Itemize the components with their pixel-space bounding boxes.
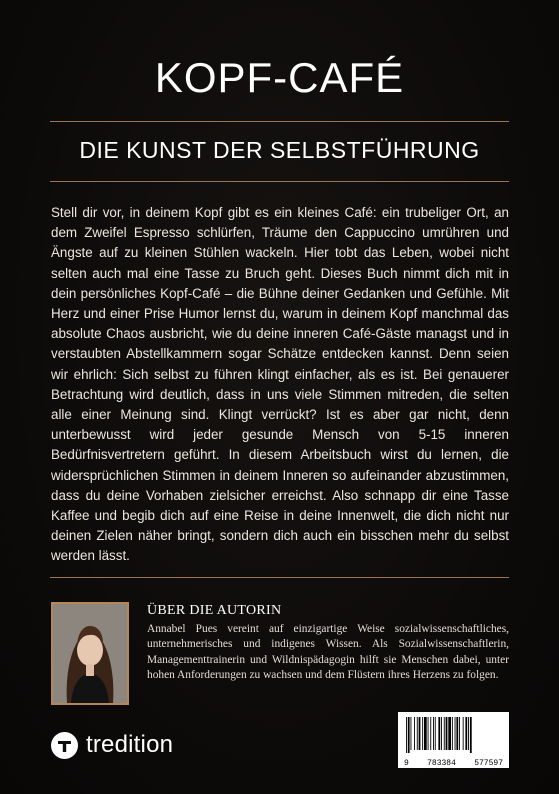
author-bio: Annabel Pues vereint auf einzigartige Weise sozialwissenschaftliches, unternehmerisches und indigenes Wissen. Als Sozialwissenschaftlerin, Managementtrainerin und Wildnispädagogin hilft sie Menschen dabei, unter hohen Anforderungen zu wachsen und dem Flüstern ihres Herzens zu folgen. (147, 623, 509, 681)
barcode-bar (446, 717, 448, 750)
barcode-bar (422, 717, 423, 750)
publisher-logo (51, 729, 173, 761)
barcode-bar (456, 717, 458, 750)
barcode-bar (455, 717, 456, 750)
barcode-bar (408, 717, 410, 753)
barcode-digit-group-2: 577597 (474, 759, 503, 768)
publisher-name: tredition (86, 731, 174, 758)
barcode-bar (438, 717, 440, 750)
barcode-bar (414, 717, 415, 750)
barcode-bar (444, 717, 445, 750)
barcode-digit-group-1: 783384 (427, 759, 456, 768)
barcode-bar (465, 717, 467, 750)
barcode-digit-lead: 9 (404, 759, 409, 768)
isbn-barcode (398, 712, 509, 768)
barcode-bar (424, 717, 427, 750)
barcode-bar (428, 717, 429, 750)
barcode-bar (417, 717, 418, 750)
tredition-logo-icon (51, 732, 78, 759)
top-divider (50, 121, 509, 122)
author-divider (50, 577, 509, 578)
author-portrait-image (53, 604, 127, 703)
barcode-bar (411, 717, 412, 750)
author-heading: ÜBER DIE AUTORIN (147, 603, 282, 618)
barcode-bar (406, 717, 407, 753)
book-subtitle: DIE KUNST DER SELBSTFÜHRUNG (79, 137, 480, 163)
barcode-bar (435, 717, 436, 750)
book-title: KOPF-CAFÉ (154, 54, 405, 101)
barcode-bar (452, 717, 453, 750)
barcode-bar (463, 717, 464, 750)
author-photo (51, 602, 129, 705)
barcode-bar (468, 717, 469, 750)
barcode-digits (404, 759, 503, 768)
book-blurb: Stell dir vor, in deinem Kopf gibt es ein kleines Café: ein trubeliger Ort, an dem Zweifel Espresso schlürfen, Träume den Cappuccino umrühren und Ängste auf zu kleinen Stühlen wackeln. Hier tobt das Leben, wobei nicht selten auch mal eine Tasse zu Bruch geht. Dieses Buch nimmt dich mit in dein persönliches Kopf-Café – die Bühne deiner Gedanken und Gefühle. Mit Herz und einer Prise Humor lernst du, warum in deinem Kopf manchmal das absolute Chaos ausbricht, wie du deine inneren Café-Gäste managst und in verstaubten Abstellkammern sogar Schätze entdecken kannst. Denn seien wir ehrlich: Sich selbst zu führen klingt einfacher, als es ist. Bei genauerer Betrachtung wird deutlich, dass in uns viele Stimmen mitreden, die selten alle einer Meinung sind. Klingt verrückt? Ist es aber gar nicht, denn unterbewusst wird jeder gesunde Mensch von 5-15 inneren Bedürfnisvertretern geführt. In diesem Arbeitsbuch wirst du lernen, die widersprüchlichen Stimmen in deinem Inneren so aufeinander abzustimmen, dass du deine Vorhaben zielsicher erreichst. Also schnapp dir eine Tasse Kaffee und begib dich auf eine Reise in deine Innenwelt, die dich nicht nur deinen Zielen näher bringt, sondern dich auch ein bisschen mehr du selbst werden lässt. (51, 205, 509, 564)
subtitle-divider (50, 181, 509, 182)
barcode-bar (470, 717, 472, 753)
barcode-bar (448, 717, 451, 750)
barcode-bar (430, 717, 431, 750)
barcode-bar (459, 717, 460, 750)
barcode-bar (441, 717, 442, 750)
barcode-bars (404, 717, 503, 753)
barcode-bar (419, 717, 421, 750)
barcode-bar (433, 717, 434, 750)
